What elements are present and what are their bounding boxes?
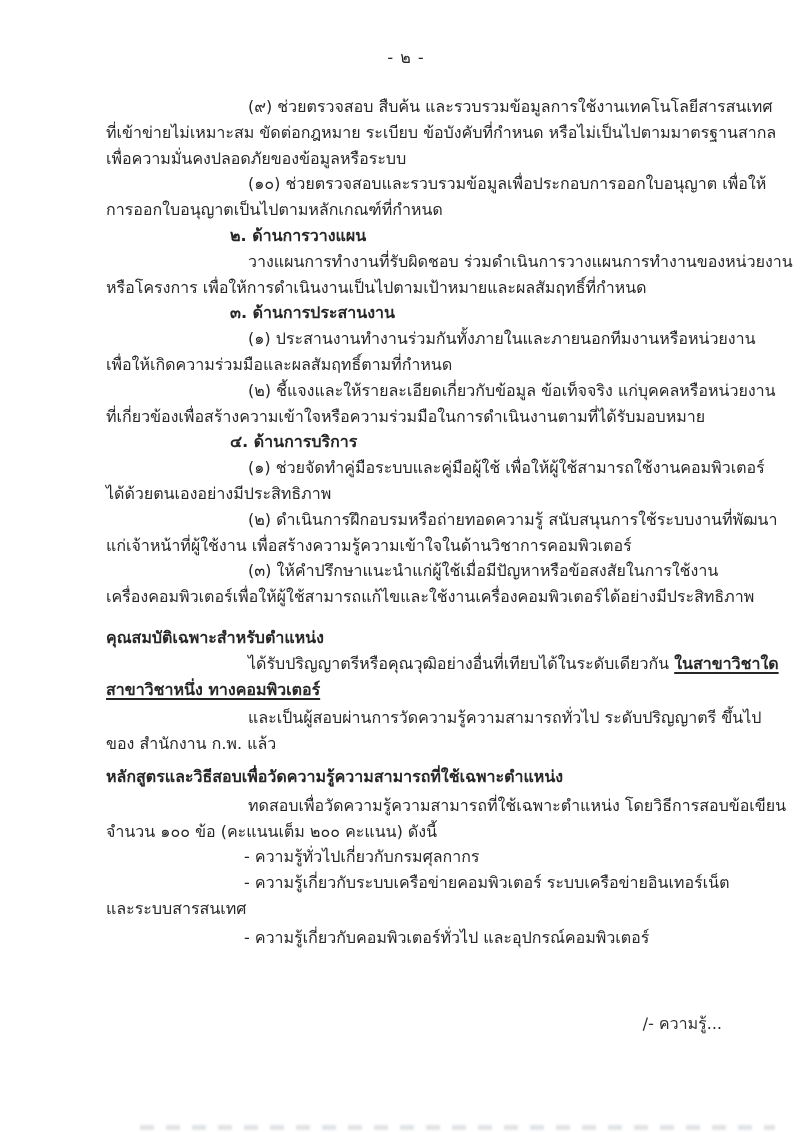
text-line (106, 94, 773, 120)
text-segment: ที่เข้าข่ายไม่เหมาะสม ขัดต่อกฎหมาย ระเบียบ ข้อบังคับที่กำหนด หรือไม่เป็นไปตามมาตรฐานสากล (106, 122, 777, 142)
text-segment: เพื่อความมั่นคงปลอดภัยของข้อมูลหรือระบบ (106, 148, 407, 168)
text-line (106, 326, 756, 352)
text-segment: - ความรู้เกี่ยวกับคอมพิวเตอร์ทั่วไป และอุปกรณ์คอมพิวเตอร์ (244, 927, 650, 947)
text-segment: ๓. ด้านการประสานงาน (230, 303, 395, 323)
text-line (106, 171, 767, 197)
text-line (106, 481, 706, 507)
text-segment: แก่เจ้าหน้าที่ผู้ใช้งาน เพื่อสร้างความรู้ความเข้าใจในด้านวิชาการคอมพิวเตอร์ (106, 535, 632, 555)
text-segment: และเป็นผู้สอบผ่านการวัดความรู้ความสามารถทั่วไป ระดับปริญญาตรี ขึ้นไป (248, 708, 762, 728)
text-segment: (๑) ช่วยจัดทำคู่มือระบบและคู่มือผู้ใช้ เพื่อให้ผู้ใช้สามารถใช้งานคอมพิวเตอร์ (248, 458, 765, 478)
text-line (106, 249, 793, 275)
text-line (106, 870, 730, 896)
text-segment: - ความรู้ทั่วไปเกี่ยวกับกรมศุลกากร (244, 847, 480, 867)
text-segment: การออกใบอนุญาตเป็นไปตามหลักเกณฑ์ที่กำหนด (106, 200, 443, 220)
text-segment: หลักสูตรและวิธีสอบเพื่อวัดความรู้ความสามารถที่ใช้เฉพาะตำแหน่ง (106, 766, 564, 786)
text-line (106, 584, 755, 610)
text-line (106, 429, 706, 455)
emphasized-text: สาขาวิชาหนึ่ง ทางคอมพิวเตอร์ (106, 679, 321, 699)
document-body (106, 94, 793, 951)
text-line (106, 844, 706, 870)
text-line (106, 625, 706, 651)
text-line (106, 404, 706, 430)
text-segment: (๒) ดำเนินการฝึกอบรมหรือถ่ายทอดความรู้ สนับสนุนการใช้ระบบงานที่พัฒนา (248, 509, 778, 529)
page-number: - ๒ - (387, 48, 425, 67)
text-line (106, 731, 706, 757)
text-line (106, 275, 706, 301)
text-line (106, 819, 706, 845)
emphasized-text: ในสาขาวิชาใด (674, 653, 779, 673)
text-line (106, 223, 706, 249)
text-line (106, 677, 706, 703)
text-line (106, 352, 706, 378)
text-segment: - ความรู้เกี่ยวกับระบบเครือข่ายคอมพิวเตอร์ ระบบเครือข่ายอินเทอร์เน็ต (244, 873, 730, 893)
text-line (106, 896, 706, 922)
text-line (106, 705, 762, 731)
text-segment: (๒) ชี้แจงและให้รายละเอียดเกี่ยวกับข้อมูล ข้อเท็จจริง แก่บุคคลหรือหน่วยงาน (248, 380, 776, 400)
text-segment: (๑) ประสานงานทำงานร่วมกันทั้งภายในและภายนอกทีมงานหรือหน่วยงาน (248, 329, 756, 349)
text-segment: และระบบสารสนเทศ (106, 898, 247, 918)
text-segment: (๙) ช่วยตรวจสอบ สืบค้น และรวบรวมข้อมูลการใช้งานเทคโนโลยีสารสนเทศ (248, 97, 773, 116)
text-line (106, 558, 719, 584)
text-line (106, 455, 765, 481)
text-segment: วางแผนการทำงานที่รับผิดชอบ ร่วมดำเนินการวางแผนการทำงานของหน่วยงาน (248, 251, 793, 271)
text-segment: ได้ด้วยตนเองอย่างมีประสิทธิภาพ (106, 483, 332, 503)
text-segment: ๔. ด้านการบริการ (230, 432, 358, 452)
text-line (106, 651, 779, 677)
text-segment: ที่เกี่ยวข้องเพื่อสร้างความเข้าใจหรือความร่วมมือในการดำเนินงานตามที่ได้รับมอบหมาย (106, 406, 706, 426)
text-line (106, 507, 778, 533)
text-segment: (๓) ให้คำปรึกษาแนะนำแก่ผู้ใช้เมื่อมีปัญหาหรือข้อสงสัยในการใช้งาน (248, 561, 719, 581)
text-line (106, 300, 706, 326)
continuation-mark: /- ความรู้... (642, 1014, 722, 1033)
text-segment: ๒. ด้านการวางแผน (230, 225, 367, 245)
text-segment: ได้รับปริญญาตรีหรือคุณวุฒิอย่างอื่นที่เทียบได้ในระดับเดียวกัน (248, 653, 675, 673)
text-line (106, 378, 776, 404)
scan-artifact-band (140, 1125, 775, 1130)
text-segment: หรือโครงการ เพื่อให้การดำเนินงานเป็นไปตามเป้าหมายและผลสัมฤทธิ์ที่กำหนด (106, 277, 647, 297)
text-segment: เครื่องคอมพิวเตอร์เพื่อให้ผู้ใช้สามารถแก้ไขและใช้งานเครื่องคอมพิวเตอร์ได้อย่างมีประสิทธิภาพ (106, 587, 755, 607)
document-content (106, 46, 793, 951)
text-line (106, 764, 706, 790)
text-line (106, 120, 777, 146)
text-line (106, 925, 706, 951)
text-line (106, 197, 706, 223)
text-segment: (๑๐) ช่วยตรวจสอบและรวบรวมข้อมูลเพื่อประกอบการออกใบอนุญาต เพื่อให้ (248, 174, 767, 194)
text-segment: จำนวน ๑๐๐ ข้อ (คะแนนเต็ม ๒๐๐ คะแนน) ดังนี้ (106, 821, 438, 841)
text-segment: ของ สำนักงาน ก.พ. แล้ว (106, 734, 277, 754)
text-segment: เพื่อให้เกิดความร่วมมือและผลสัมฤทธิ์ตามที่กำหนด (106, 354, 453, 374)
text-segment: ทดสอบเพื่อวัดความรู้ความสามารถที่ใช้เฉพาะตำแหน่ง โดยวิธีการสอบข้อเขียน (248, 795, 787, 815)
text-line (106, 146, 706, 172)
text-segment: คุณสมบัติเฉพาะสำหรับตำแหน่ง (106, 627, 324, 647)
text-line (106, 533, 706, 559)
text-line (106, 793, 787, 819)
